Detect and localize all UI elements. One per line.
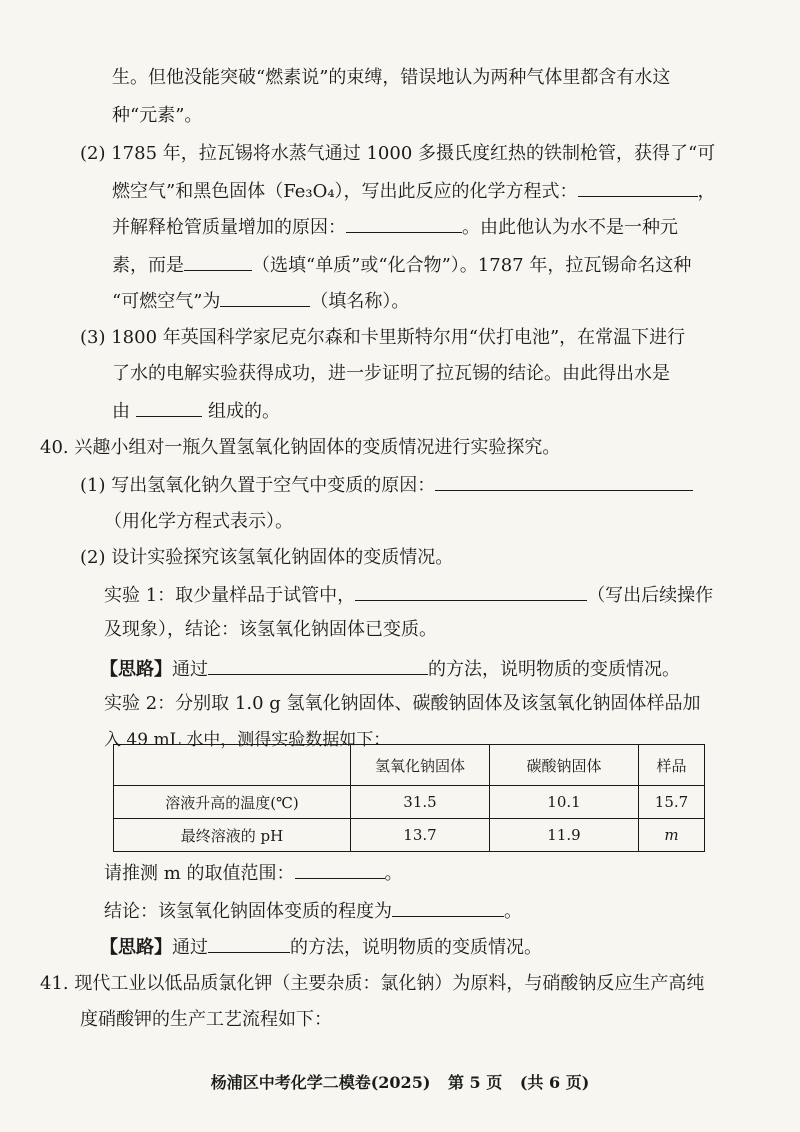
idea2-text: 的方法，说明物质的变质情况。 [290, 937, 542, 958]
gas-name-blank[interactable] [220, 286, 310, 307]
q39-part2-text: 并解释枪管质量增加的原因： [112, 217, 346, 238]
table-header-cell: 氢氧化钠固体 [351, 745, 490, 786]
table-cell: 11.9 [490, 819, 639, 852]
infer-m-line [104, 858, 403, 888]
table-row-label: 溶液升高的温度(℃) [114, 786, 351, 819]
infer-text: 请推测 m 的取值范围： [104, 863, 295, 884]
q40-part2-line-1: (2) 设计实验探究该氢氧化钠固体的变质情况。 [80, 547, 454, 568]
page-total: (共 6 页) [519, 1073, 590, 1092]
conclusion-text: 结论：该氢氧化钠固体变质的程度为 [104, 901, 392, 922]
page-number: 第 5 页 [447, 1073, 503, 1092]
idea1-text: 通过 [172, 659, 208, 680]
q40-part1-line-2: （用化学方程式表示）。 [104, 511, 293, 532]
table-row-label: 最终溶液的 pH [114, 819, 351, 852]
experiment1-text: （写出后续操作 [587, 585, 714, 606]
q39-part2-text: 素，而是 [112, 255, 184, 276]
substance-type-blank[interactable] [184, 250, 252, 271]
q39-part2-line-3 [112, 212, 678, 242]
q39-part3-text: 由 [112, 401, 130, 422]
q40-part1-text: (1) 写出氢氧化钠久置于空气中变质的原因： [80, 475, 436, 496]
conclusion-punct: 。 [504, 901, 522, 922]
experiment1-line-2: 及现象），结论：该氢氧化钠固体已变质。 [104, 619, 437, 640]
q41-line-1: 41. 现代工业以低品质氯化钾（主要杂质：氯化钠）为原料，与硝酸钠反应生产高纯 [40, 973, 705, 994]
mass-increase-reason-blank[interactable] [346, 212, 462, 233]
page-footer [0, 1072, 800, 1094]
q39-part3-line-1: (3) 1800 年英国科学家尼克尔森和卡里斯特尔用“伏打电池”，在常温下进行 [80, 327, 686, 348]
experiment2-line-2: 入 49 mL 水中，测得实验数据如下： [104, 730, 391, 750]
exam-title: 杨浦区中考化学二模卷(2025) [210, 1073, 431, 1092]
experiment-data-table [113, 744, 705, 852]
idea2-method-blank[interactable] [208, 932, 290, 953]
table-header-cell: 碳酸钠固体 [490, 745, 639, 786]
water-composition-blank[interactable] [136, 396, 202, 417]
experiment2-line-1: 实验 2：分别取 1.0 g 氢氧化钠固体、碳酸钠固体及该氢氧化钠固体样品加 [104, 693, 701, 714]
degree-blank[interactable] [392, 896, 504, 917]
deterioration-equation-blank[interactable] [435, 470, 693, 491]
q39-part2-text: “可燃空气”为 [112, 291, 221, 312]
q39-part3-text: 组成的。 [208, 401, 280, 422]
q39-continuation-line-1: 生。但他没能突破“燃素说”的束缚，错误地认为两种气体里都含有水这 [112, 67, 671, 88]
table-header-row [114, 745, 705, 786]
idea2-text: 通过 [172, 937, 208, 958]
table-cell: 15.7 [639, 786, 705, 819]
idea1-method-blank[interactable] [208, 654, 428, 675]
experiment1-line-1 [104, 580, 713, 610]
table-header-cell: 样品 [639, 745, 705, 786]
q39-part2-text: 燃空气”和黑色固体（Fe₃O₄），写出此反应的化学方程式： [112, 181, 578, 202]
q39-part3-line-3 [112, 396, 280, 426]
q41-line-2: 度硝酸钾的生产工艺流程如下： [80, 1009, 332, 1030]
idea2-line [100, 932, 542, 962]
table-row [114, 819, 705, 852]
experiment1-text: 实验 1：取少量样品于试管中， [104, 585, 356, 606]
idea1-line [100, 654, 680, 684]
q39-part2-text: 。由此他认为水不是一种元 [462, 217, 678, 238]
m-range-blank[interactable] [295, 858, 385, 879]
q39-part2-punct: ， [697, 181, 716, 202]
idea1-text: 的方法，说明物质的变质情况。 [428, 659, 680, 680]
infer-punct: 。 [384, 863, 403, 884]
table-cell: 31.5 [351, 786, 490, 819]
q40-part1-line-1 [80, 470, 693, 500]
q39-part2-line-1: (2) 1785 年，拉瓦锡将水蒸气通过 1000 多摄氏度红热的铁制枪管，获得了“可 [80, 143, 716, 164]
conclusion-line [104, 896, 522, 926]
q39-part2-text: （选填“单质”或“化合物”）。1787 年，拉瓦锡命名这种 [252, 255, 692, 276]
q39-part2-line-5 [112, 286, 409, 316]
q39-part2-text: （填名称）。 [310, 291, 410, 312]
table-row [114, 786, 705, 819]
idea-tag: 【思路】 [100, 659, 172, 680]
q39-part2-line-2 [112, 176, 716, 206]
experiment1-operation-blank[interactable] [355, 580, 587, 601]
q39-part3-line-2: 了水的电解实验获得成功，进一步证明了拉瓦锡的结论。由此得出水是 [112, 363, 670, 384]
table-header-cell [114, 745, 351, 786]
table-cell: m [639, 819, 705, 852]
q39-continuation-line-2: 种“元素”。 [112, 105, 203, 126]
q40-stem: 40. 兴趣小组对一瓶久置氢氧化钠固体的变质情况进行实验探究。 [40, 437, 561, 458]
q39-part2-line-4 [112, 250, 691, 280]
table-cell: 13.7 [351, 819, 490, 852]
idea-tag: 【思路】 [100, 937, 172, 958]
equation-blank[interactable] [578, 176, 698, 197]
table-cell: 10.1 [490, 786, 639, 819]
